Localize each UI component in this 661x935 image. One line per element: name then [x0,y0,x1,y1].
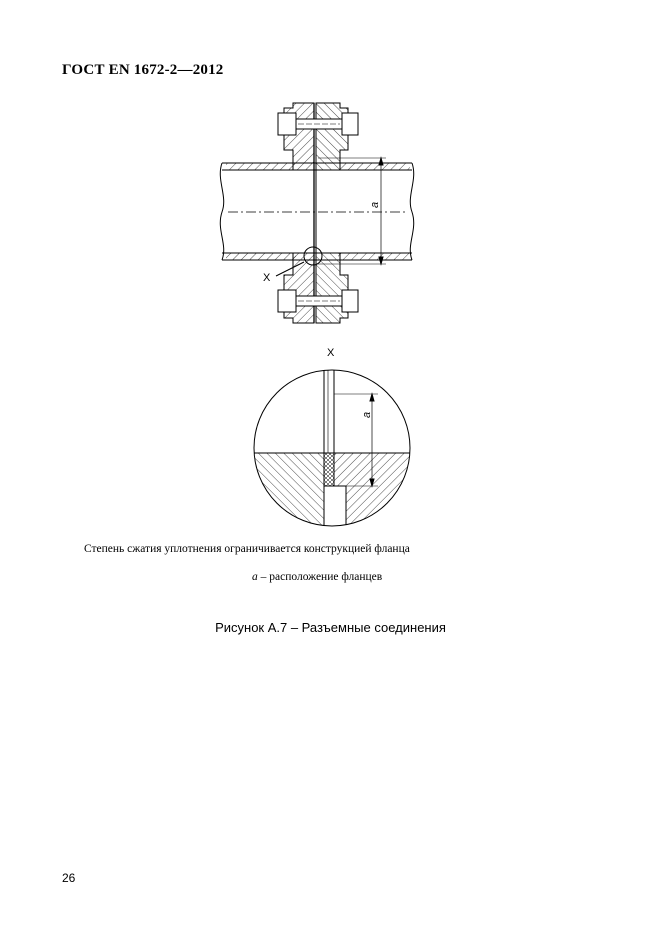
page-number: 26 [62,871,76,885]
document-header: ГОСТ EN 1672-2—2012 [62,62,224,78]
main-dim-label: a [369,201,381,208]
legend-text: – расположение фланцев [257,571,383,583]
legend-symbol: a [252,571,258,583]
detail-callout-label: X [263,272,271,284]
main-view [220,103,413,323]
detail-dim-label: a [361,411,373,418]
detail-view-title: X [327,347,335,359]
detail-view [250,365,420,540]
figure-caption: Рисунок А.7 – Разъемные соединения [215,620,446,635]
figure-legend [252,571,382,583]
figure-note: Степень сжатия уплотнения ограничивается конструкцией фланца [84,543,410,555]
